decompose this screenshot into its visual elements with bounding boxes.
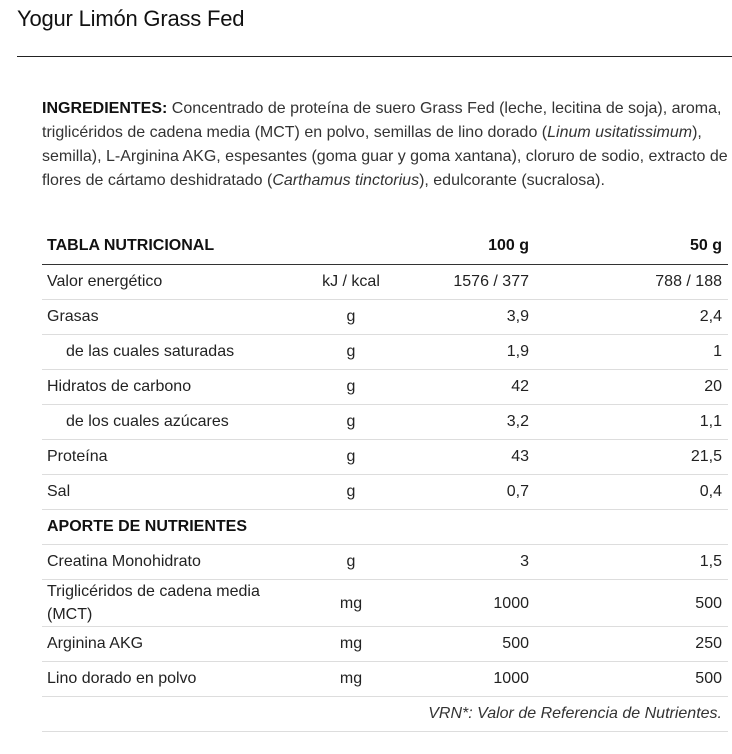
nutrient-unit: g (291, 405, 412, 440)
ingredients-text-3: ), edulcorante (sucralosa). (419, 172, 605, 189)
value-50g: 250 (535, 627, 728, 662)
nutrient-name: Arginina AKG (42, 627, 291, 662)
value-100g: 0,7 (412, 475, 535, 510)
value-50g: 0,4 (535, 475, 728, 510)
nutrient-name: de las cuales saturadas (42, 335, 291, 370)
ingredients-latin-name-2: Carthamus tinctorius (272, 172, 420, 189)
ingredients-text-1: Concentrado de proteína de suero Grass Fed (leche, lecitina de soja), aroma, triglicéridos de cadena media (MCT) en polvo, semillas de lino dorado ( (42, 100, 722, 141)
ingredients-latin-name-1: Linum usitatissimum (547, 124, 693, 141)
nutrient-name: Lino dorado en polvo (42, 662, 291, 697)
nutrient-name: de los cuales azúcares (42, 405, 291, 440)
product-title: Yogur Limón Grass Fed (17, 6, 245, 31)
nutrient-name: Triglicéridos de cadena media (MCT) (42, 580, 291, 627)
value-50g: 1,1 (535, 405, 728, 440)
nutrient-name: Grasas (42, 300, 291, 335)
value-100g: 1576 / 377 (412, 265, 535, 300)
nutrient-name: Hidratos de carbono (42, 370, 291, 405)
value-50g: 788 / 188 (535, 265, 728, 300)
value-50g: 2,4 (535, 300, 728, 335)
value-100g: 1000 (412, 580, 535, 627)
value-100g: 500 (412, 627, 535, 662)
section-label: APORTE DE NUTRIENTES (42, 510, 728, 545)
header-50g: 50 g (535, 228, 728, 265)
value-100g: 3,2 (412, 405, 535, 440)
table-row (42, 440, 728, 475)
value-50g: 500 (535, 662, 728, 697)
table-row (42, 370, 728, 405)
nutrient-unit: g (291, 300, 412, 335)
value-50g: 1 (535, 335, 728, 370)
value-100g: 1,9 (412, 335, 535, 370)
nutrition-table (42, 228, 728, 732)
nutrient-unit: g (291, 335, 412, 370)
nutrient-unit: kJ / kcal (291, 265, 412, 300)
ingredients-text-2: ), semilla), L-Arginina AKG, espesantes (goma guar y goma xantana), cloruro de sodio, extracto de flores de cártamo deshidratado ( (42, 124, 728, 189)
nutrient-unit: g (291, 370, 412, 405)
table-row (42, 405, 728, 440)
nutrient-unit: g (291, 545, 412, 580)
nutrient-name: Creatina Monohidrato (42, 545, 291, 580)
nutrient-name: Proteína (42, 440, 291, 475)
header-100g: 100 g (412, 228, 535, 265)
footnote-row (42, 697, 728, 732)
table-row (42, 265, 728, 300)
nutrient-unit: mg (291, 627, 412, 662)
table-row (42, 545, 728, 580)
ingredients-label: INGREDIENTES: (42, 100, 168, 117)
table-row (42, 300, 728, 335)
nutrient-name: Valor energético (42, 265, 291, 300)
nutrient-unit: g (291, 475, 412, 510)
value-100g: 1000 (412, 662, 535, 697)
value-100g: 3,9 (412, 300, 535, 335)
value-100g: 42 (412, 370, 535, 405)
table-header-row (42, 228, 728, 265)
value-50g: 500 (535, 580, 728, 627)
table-row (42, 335, 728, 370)
table-row (42, 580, 728, 627)
section-header-row (42, 510, 728, 545)
nutrient-name: Sal (42, 475, 291, 510)
nutrient-unit: mg (291, 662, 412, 697)
value-100g: 3 (412, 545, 535, 580)
header-unit (291, 228, 412, 265)
table-row (42, 627, 728, 662)
table-row (42, 475, 728, 510)
nutrient-unit: mg (291, 580, 412, 627)
value-50g: 1,5 (535, 545, 728, 580)
title-divider (17, 56, 732, 57)
table-row (42, 662, 728, 697)
ingredients-paragraph (42, 97, 728, 193)
value-50g: 21,5 (535, 440, 728, 475)
nutrient-unit: g (291, 440, 412, 475)
value-100g: 43 (412, 440, 535, 475)
footnote: VRN*: Valor de Referencia de Nutrientes. (42, 697, 728, 732)
value-50g: 20 (535, 370, 728, 405)
header-name: TABLA NUTRICIONAL (42, 228, 291, 265)
